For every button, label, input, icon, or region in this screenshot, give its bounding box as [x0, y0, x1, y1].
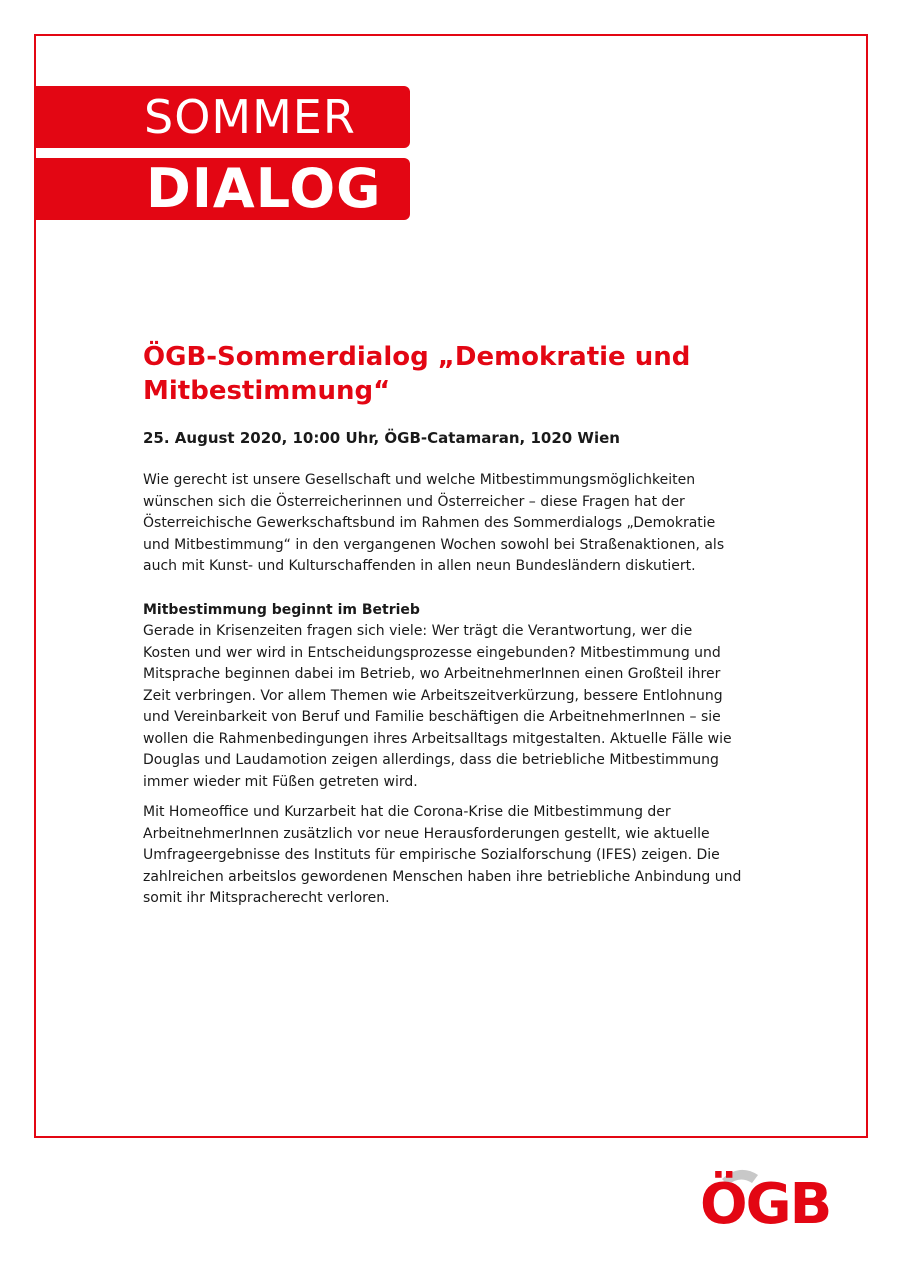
campaign-logo-line2: DIALOG — [36, 158, 410, 220]
intro-paragraph: Wie gerecht ist unsere Gesellschaft und welche Mitbestimmungsmöglichkeiten wünschen sich die Österreicherinnen und Österreicher – diese Fragen hat der Österreichische Gewerkschaftsbund im Rahmen des Sommerdialogs „Demokratie und Mitbestimmung“ in den vergangenen Wochen sowohl bei Straßenaktionen, als auch mit Kunst- und Kulturschaffenden in allen neun Bundesländern diskutiert. — [143, 472, 725, 574]
ogb-logo-text: ÖGB — [700, 1172, 831, 1229]
campaign-logo-line1: SOMMER — [36, 86, 410, 148]
section-paragraph-1: Gerade in Krisenzeiten fragen sich viele: Wer trägt die Verantwortung, wer die Kosten und wer wird in Entscheidungsprozesse eingebunden? Mitbestimmung und Mitsprache beginnen dabei im Betrieb, wo ArbeitnehmerInnen einen Großteil ihrer Zeit verbringen. Vor allem Themen wie Arbeitszeitverkürzung, bessere Entlohnung und Vereinbarkeit von Beruf und Familie beschäftigen die ArbeitnehmerInnen – sie wollen die Rahmenbedingungen ihres Arbeitsalltags mitgestalten. Aktuelle Fälle wie Douglas und Laudamotion zeigen allerdings, dass die betriebliche Mitbestimmung immer wieder mit Füßen getreten wird. — [143, 623, 732, 790]
ogb-logo — [700, 1165, 860, 1229]
section-paragraph-2: Mit Homeoffice und Kurzarbeit hat die Corona-Krise die Mitbestimmung der ArbeitnehmerInnen zusätzlich vor neue Herausforderungen gestellt, wie aktuelle Umfrageergebnisse des Instituts für empirische Sozialforschung (IFES) zeigen. Die zahlreichen arbeitslos gewordenen Menschen haben ihre betriebliche Anbindung und somit ihr Mitspracherecht verloren. — [143, 804, 742, 906]
event-details: 25. August 2020, 10:00 Uhr, ÖGB-Catamaran, 1020 Wien — [143, 429, 620, 447]
document-title: ÖGB-Sommerdialog „Demokratie und Mitbestimmung“ — [143, 342, 691, 406]
document-body — [143, 340, 743, 910]
section-heading: Mitbestimmung beginnt im Betrieb — [143, 601, 420, 618]
